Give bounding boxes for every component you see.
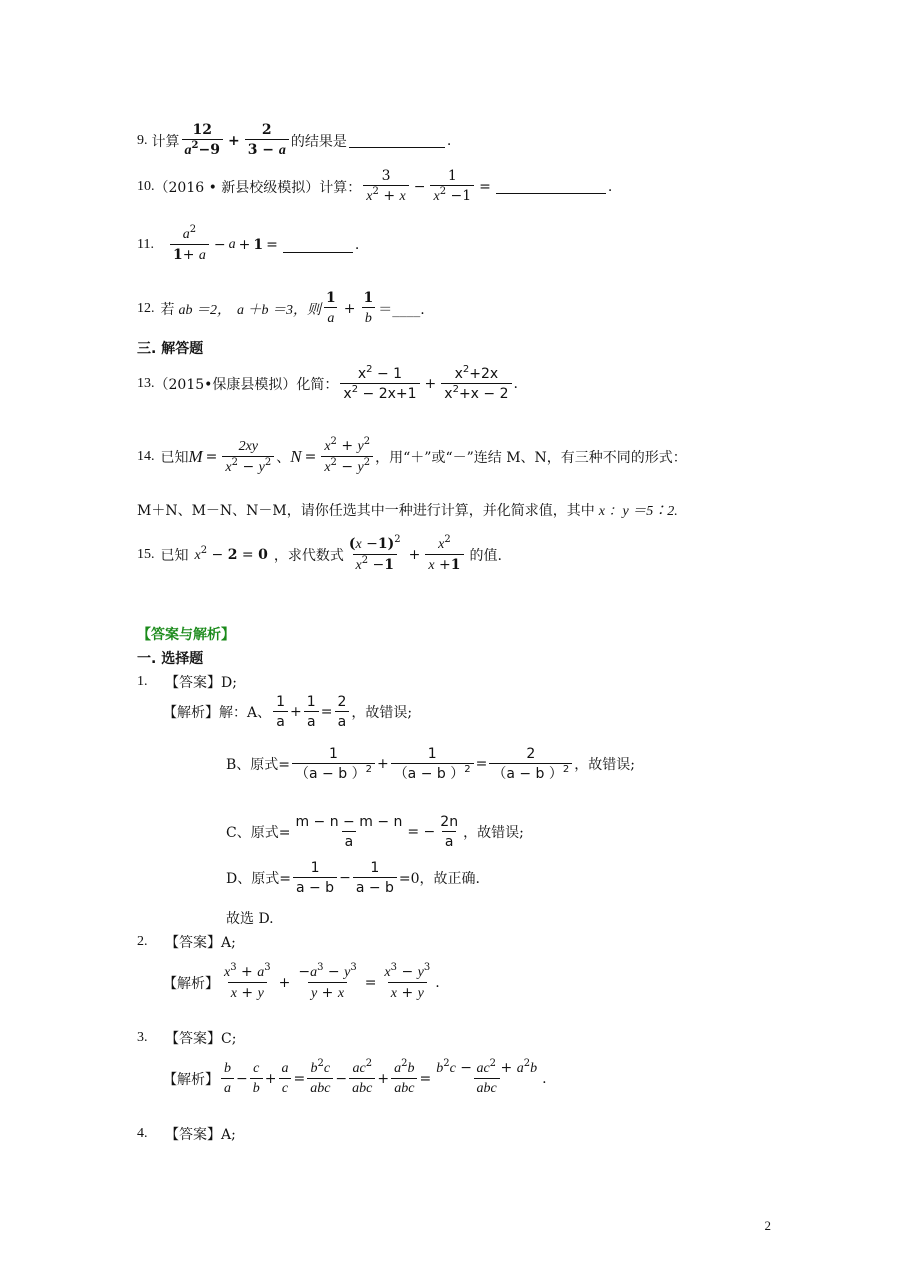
q14-text-1: 已知 — [160, 450, 189, 467]
a2-analysis-label: 【解析】 — [163, 976, 219, 993]
a1-b-fraction-3: $\frac{2}{(a - b )^2}$ — [489, 746, 572, 782]
q11-blank — [283, 238, 353, 253]
a1-fraction-2: $\frac{1}{a}$ — [304, 694, 319, 730]
question-9: 9. 计算 $\frac{12}{a^2-9}$ + $\frac{2}{3 - a}$ 的结果是 . — [137, 122, 452, 159]
q14-separator: 、 — [276, 450, 291, 467]
a1-d-tail: =0，故正确. — [398, 871, 481, 888]
a2-fraction-3: $\frac{x^3 - y^3}{x + y}$ — [384, 962, 431, 1002]
a3-fraction-2: $\frac{c}{b}$ — [250, 1061, 263, 1097]
a4-label: 【答案】A; — [165, 1127, 236, 1143]
q14-line-2-text: M＋N、M－N、N－M，请你任选其中一种进行计算，并化简求值，其中 — [137, 503, 595, 519]
question-14-line-2 — [137, 500, 678, 520]
a3-fraction-5: $\frac{ac^2}{\text{abc}}$ — [349, 1060, 375, 1097]
q11-end: . — [354, 237, 360, 254]
q10-blank — [496, 179, 606, 194]
answer-4 — [137, 1124, 236, 1144]
a3-number: 3. — [137, 1030, 148, 1045]
q15-number: 15. — [137, 547, 155, 563]
a3-fraction-7: $\frac{b^2c - ac^2 + a^2b}{\text{abc}}$ — [436, 1058, 538, 1097]
q14-fraction-m: $\frac{2xy}{x^2 - y^2}$ — [222, 439, 274, 476]
question-12: 12. 若 ab ＝2， a ＋b ＝3，则 $\frac{1}{a}$ + $\frac{1}{b}$ ＝____. — [137, 290, 425, 327]
a1-number: 1. — [137, 674, 148, 689]
a1-analysis-d: D、原式= $\frac{1}{a - b}$ − $\frac{1}{a - b}$ =0，故正确. — [226, 860, 481, 897]
question-11: 11. $\frac{a^2}{1+ a}$ − a + 1 = . — [137, 224, 360, 264]
q10-number: 10. — [137, 178, 155, 194]
q15-text-3: 的值. — [469, 548, 502, 565]
q13-source: （2015•保康县模拟）化简： — [154, 377, 339, 394]
q12-condition-2: a ＋b ＝3，则 — [237, 302, 321, 318]
a1-analysis-c: C、原式= $\frac{m - n - m - n}{a}$ = − $\frac{2n}{a}$ ，故错误; — [226, 814, 524, 851]
a1-a-tail: ，故错误; — [351, 705, 413, 722]
q9-number: 9. — [137, 132, 148, 148]
q11-fraction: $\frac{a^2}{1+ a}$ — [170, 226, 209, 264]
q12-fraction-2: $\frac{1}{b}$ — [363, 290, 374, 327]
a1-analysis-label: 【解析】解：A、 — [163, 705, 272, 722]
q14-ratio: x ：y ＝5∶2. — [598, 504, 678, 519]
q12-condition-1: ab ＝2， — [178, 302, 231, 318]
a2-label: 【答案】A; — [165, 935, 236, 951]
q9-blank — [349, 133, 445, 148]
q14-fraction-n: $\frac{x^2 + y^2}{x^2 - y^2}$ — [321, 438, 373, 476]
a1-b-tail: ，故错误; — [574, 757, 635, 774]
q13-end: . — [513, 376, 518, 393]
a1-b-label: B、原式= — [226, 757, 291, 774]
answer-1 — [137, 672, 237, 692]
a3-fraction-4: $\frac{b^2c}{\text{abc}}$ — [307, 1060, 333, 1097]
q15-fraction-1: $\frac{(x -1)^2}{x^2 -1}$ — [348, 534, 401, 574]
q9-verb: 计算 — [151, 133, 180, 150]
q10-end: . — [607, 178, 613, 195]
answers-section-1: 一. 选择题 — [137, 651, 204, 667]
q9-fraction-1: $\frac{12}{a^2-9}$ — [182, 122, 223, 159]
a2-fraction-1: $\frac{x^3 + a^3}{x + y}$ — [224, 962, 271, 1002]
q15-text-1: 已知 — [160, 548, 189, 565]
answer-3 — [137, 1028, 236, 1048]
a1-b-fraction-2: $\frac{1}{(a - b )^2}$ — [391, 746, 474, 782]
q10-fraction-2: $\frac{1}{x^2 -1}$ — [430, 168, 474, 205]
q15-text-2: ，求代数式 — [273, 548, 344, 565]
a3-analysis: 【解析】 $\frac{b}{a}$ − $\frac{c}{b}$ + $\frac{a}{c}$ = $\frac{b^2c}{\text{abc}}$ − $\frac{ac^2}{\text{abc}}$ + $\frac{a^2b}{\text{abc}}$ = $\frac{b^2c - ac^2 + a^2b}{\text{abc}}$ . — [163, 1058, 547, 1097]
q10-fraction-1: $\frac{3}{x^2 + x}$ — [363, 168, 408, 205]
a1-d-fraction-1: $\frac{1}{a - b}$ — [293, 860, 337, 896]
q15-fraction-2: $\frac{x^2}{x +1}$ — [425, 536, 463, 574]
q13-fraction-1: $\frac{x^2 - 1}{x^2 - 2x+1}$ — [340, 366, 419, 402]
q11-number: 11. — [137, 237, 154, 253]
a1-c-tail: ，故错误; — [463, 825, 524, 842]
q12-fraction-1: $\frac{1}{a}$ — [326, 290, 336, 327]
a1-c-fraction-1: $\frac{m - n - m - n}{a}$ — [295, 814, 403, 851]
q9-end: . — [446, 132, 452, 149]
answers-title: 【答案与解析】 — [137, 627, 235, 643]
a3-fraction-6: $\frac{a^2b}{\text{abc}}$ — [391, 1060, 417, 1097]
a1-c-label: C、原式= — [226, 825, 291, 842]
q14-text-2: ，用“＋”或“－”连结 M、N，有三种不同的形式： — [375, 450, 687, 467]
a1-d-fraction-2: $\frac{1}{a - b}$ — [353, 860, 397, 896]
q10-source: （2016 • 新县校级模拟）计算： — [154, 179, 362, 196]
section-3-title: 三. 解答题 — [137, 341, 204, 357]
a1-analysis-b: B、原式= $\frac{1}{(a - b )^2}$ + $\frac{1}{(a - b )^2}$ = $\frac{2}{(a - b )^2}$ ，故错误; — [226, 746, 635, 783]
a3-fraction-3: $\frac{a}{c}$ — [278, 1061, 291, 1097]
a1-label: 【答案】D; — [165, 675, 237, 691]
q9-tail: 的结果是 — [290, 133, 347, 150]
a2-analysis: 【解析】 $\frac{x^3 + a^3}{x + y}$ + $\frac{-a^3 - y^3}{y + x}$ = $\frac{x^3 - y^3}{x + y}$ . — [163, 962, 440, 1002]
question-10: 10. （2016 • 新县校级模拟）计算： $\frac{3}{x^2 + x}$ − $\frac{1}{x^2 -1}$ = . — [137, 168, 613, 205]
a1-d-label: D、原式= — [226, 871, 291, 888]
q12-text: 若 — [160, 301, 175, 318]
a2-fraction-2: $\frac{-a^3 - y^3}{y + x}$ — [298, 962, 357, 1002]
q13-fraction-2: $\frac{x^2+2x}{x^2+x - 2}$ — [441, 366, 511, 402]
q12-number: 12. — [137, 300, 155, 316]
a1-choose: 故选 D. — [226, 911, 274, 927]
a3-label: 【答案】C; — [165, 1031, 237, 1047]
q14-number: 14. — [137, 449, 155, 465]
q9-fraction-2: $\frac{2}{3 - a}$ — [245, 122, 289, 159]
a1-c-fraction-2: $\frac{2n}{a}$ — [440, 814, 459, 851]
a1-fraction-3: $\frac{2}{a}$ — [334, 694, 349, 730]
question-13: 13. （2015•保康县模拟）化简： $\frac{x^2 - 1}{x^2 - 2x+1}$ + $\frac{x^2+2x}{x^2+x - 2}$ . — [137, 364, 518, 403]
a3-analysis-label: 【解析】 — [163, 1071, 219, 1088]
question-14: 14. 已知 M = $\frac{2xy}{x^2 - y^2}$ 、 N = $\frac{x^2 + y^2}{x^2 - y^2}$ ，用“＋”或“－”连结 M、N，有三种不同的形式： — [137, 436, 687, 476]
question-15: 15. 已知 $x^2 - 2 = 0$ ，求代数式 $\frac{(x -1)^2}{x^2 -1}$ + $\frac{x^2}{x +1}$ 的值. — [137, 534, 502, 574]
q12-end: ＝____. — [378, 301, 425, 318]
page-number: 2 — [764, 1218, 771, 1233]
a3-fraction-1: $\frac{b}{a}$ — [221, 1061, 234, 1097]
q13-number: 13. — [137, 376, 155, 392]
a4-number: 4. — [137, 1126, 148, 1141]
a1-fraction-1: $\frac{1}{a}$ — [273, 694, 288, 730]
a2-number: 2. — [137, 934, 148, 949]
a1-analysis-a: 【解析】解：A、 $\frac{1}{a}$ + $\frac{1}{a}$ = $\frac{2}{a}$ ，故错误; — [163, 694, 413, 731]
answer-2 — [137, 932, 236, 952]
a1-b-fraction-1: $\frac{1}{(a - b )^2}$ — [292, 746, 375, 782]
